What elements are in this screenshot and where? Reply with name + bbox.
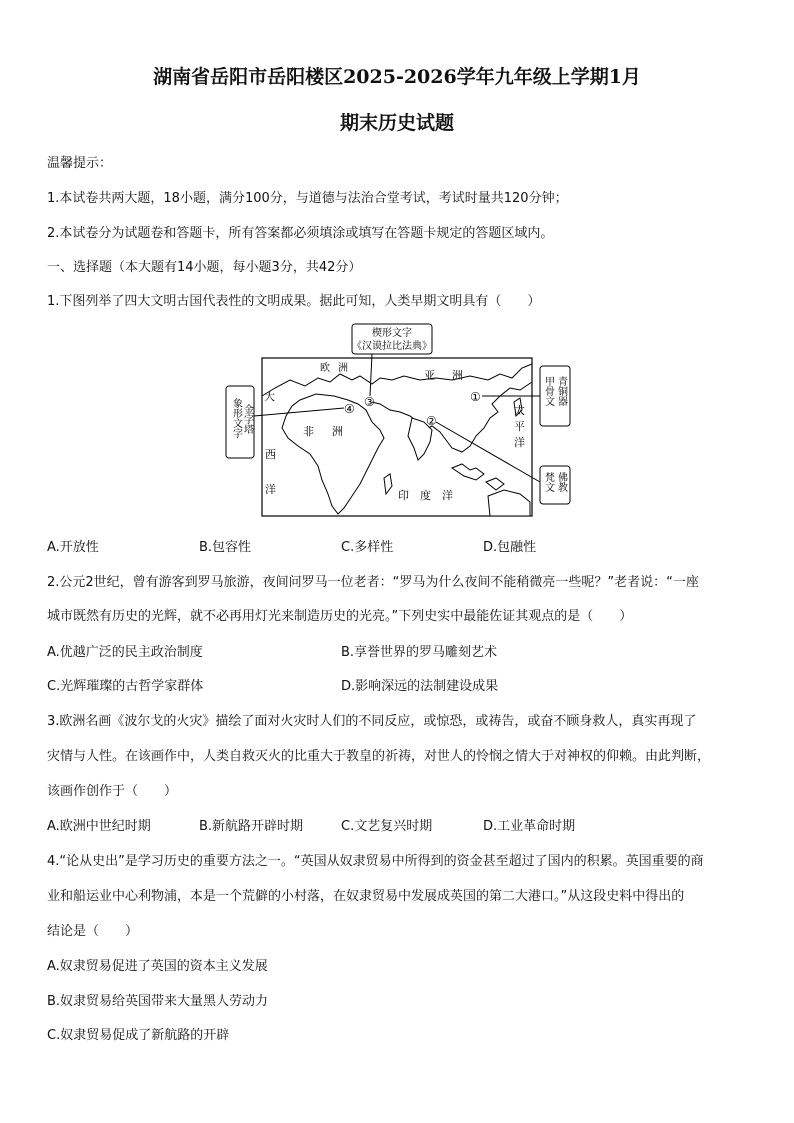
tips-item-2: 2.本试卷分为试题卷和答题卡，所有答案都必须填涂或填写在答题卡规定的答题区域内。: [47, 226, 554, 241]
q4-line-1: 4.“论从史出”是学习历史的重要方法之一。“英国从奴隶贸易中所得到的资金甚至超过了国内的积累。英国重要的商: [47, 854, 704, 869]
q3-option-d[interactable]: D.工业革命时期: [483, 819, 576, 834]
box-right-bottom-col1: 梵文: [542, 472, 554, 492]
q4-option-a[interactable]: A.奴隶贸易促进了英国的资本主义发展: [47, 959, 268, 974]
q3-option-b[interactable]: B.新航路开辟时期: [199, 819, 304, 834]
q1-option-d[interactable]: D.包融性: [483, 540, 537, 555]
marker-1: ①: [470, 390, 481, 404]
box-right-bottom-col2: 佛教: [555, 472, 567, 492]
q2-line-1: 2.公元2世纪，曾有游客到罗马旅游，夜间问罗马一位老者：“罗马为什么夜间不能稍微亮一些呢？”老者说：“一座: [47, 575, 699, 590]
box-left-col2: 金字塔: [241, 404, 253, 434]
q1-option-b[interactable]: B.包容性: [199, 540, 252, 555]
q2-option-a[interactable]: A.优越广泛的民主政治制度: [47, 645, 203, 660]
q4-option-b[interactable]: B.奴隶贸易给英国带来大量黑人劳动力: [47, 994, 269, 1009]
label-asia-2: 洲: [452, 369, 463, 382]
question-1-stem: 1.下图列举了四大文明古国代表性的文明成果。据此可知，人类早期文明具有（ ）: [47, 294, 541, 309]
q3-option-a[interactable]: A.欧洲中世纪时期: [47, 819, 151, 834]
label-atlantic-2: 西: [265, 448, 276, 461]
label-pacific-2: 平: [514, 420, 525, 433]
label-africa-2: 洲: [332, 425, 343, 438]
label-asia-1: 亚: [424, 369, 435, 382]
box-left-col1: 象形文字: [230, 398, 242, 438]
label-africa-1: 非: [303, 425, 314, 438]
civilization-map: [0, 318, 794, 528]
q3-line-2: 灾情与人性。在该画作中，人类自救灭火的比重大于教皇的祈祷，对世人的怜悯之情大于对神权的仰赖。由此判断，: [47, 749, 711, 764]
q4-option-c[interactable]: C.奴隶贸易促成了新航路的开辟: [47, 1028, 230, 1043]
box-top-line1: 楔形文字: [372, 328, 412, 339]
label-atlantic-3: 洋: [265, 483, 276, 496]
q3-line-3: 该画作创作于（ ）: [47, 784, 178, 799]
q2-option-c[interactable]: C.光辉璀璨的古哲学家群体: [47, 679, 204, 694]
q3-option-c[interactable]: C.文艺复兴时期: [341, 819, 433, 834]
q3-line-1: 3.欧洲名画《波尔戈的火灾》描绘了面对火灾时人们的不同反应，或惊恐，或祷告，或奋不顾身救人，真实再现了: [47, 714, 697, 729]
tips-item-1: 1.本试卷共两大题，18小题，满分100分，与道德与法治合堂考试，考试时量共120分钟；: [47, 191, 568, 206]
label-pacific-1: 太: [514, 404, 525, 417]
exam-title-line1: 湖南省岳阳市岳阳楼区2025-2026学年九年级上学期1月: [153, 66, 641, 88]
box-top-line2: 《汉谟拉比法典》: [352, 341, 432, 352]
label-indian-ocean: 印 度 洋: [398, 489, 453, 502]
label-pacific-3: 洋: [514, 436, 525, 449]
marker-4: ④: [344, 402, 355, 416]
q4-line-2: 业和船运业中心利物浦，本是一个荒僻的小村落，在奴隶贸易中发展成英国的第二大港口。”从这段史料中得出的: [47, 889, 685, 904]
q1-option-c[interactable]: C.多样性: [341, 540, 394, 555]
q2-option-d[interactable]: D.影响深远的法制建设成果: [341, 679, 499, 694]
q2-line-2: 城市既然有历史的光辉，就不必再用灯光来制造历史的光亮。”下列史实中最能佐证其观点的是（ ）: [47, 609, 633, 624]
exam-title-line2: 期末历史试题: [339, 112, 454, 134]
q2-option-b[interactable]: B.享誉世界的罗马雕刻艺术: [341, 645, 498, 660]
label-europe-1: 欧: [320, 363, 330, 374]
label-europe-2: 洲: [338, 363, 348, 374]
tips-heading: 温馨提示：: [47, 156, 113, 171]
box-right-top-col1: 甲骨文: [542, 376, 554, 406]
label-atlantic-1: 大: [264, 390, 275, 403]
section-heading: 一、选择题（本大题有14小题，每小题3分，共42分）: [47, 260, 362, 275]
q4-line-3: 结论是（ ）: [47, 924, 139, 939]
box-right-top-col2: 青铜器: [555, 376, 567, 406]
marker-2: ②: [426, 414, 437, 428]
q1-option-a[interactable]: A.开放性: [47, 540, 99, 555]
marker-3: ③: [364, 395, 375, 409]
